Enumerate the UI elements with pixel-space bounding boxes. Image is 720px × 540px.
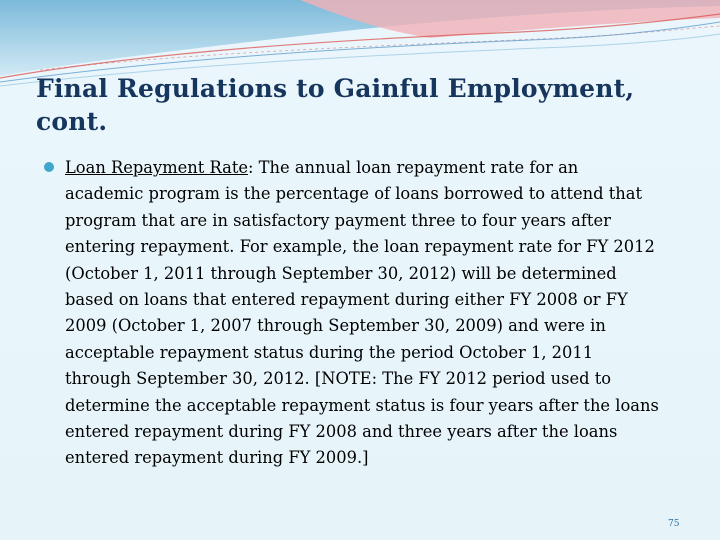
bullet-body: : The annual loan repayment rate for an academic program is the percentage of loans borrowed to attend that program that are in satisfactory payment three to four years after entering repayment. For example, the loan repayment rate for FY 2012 (October 1, 2011 through September 30, 2012) will be determined based on loans that entered repayment during either FY 2008 or FY 2009 (October 1, 2007 through September 30, 2009) and were in acceptable repayment status during the period October 1, 2011 through September 30, 2012. [NOTE: The FY 2012 period used to determine the acceptable repayment status is four years after the loans entered repayment during FY 2008 and three years after the loans entered repayment during FY 2009.] [65,158,659,468]
slide-title: Final Regulations to Gainful Employment, cont. [36,74,635,136]
bullet-text [65,155,661,472]
bullet-dot-icon [44,162,54,172]
bullet-term: Loan Repayment Rate [65,158,248,177]
page-number: 75 [668,519,680,529]
